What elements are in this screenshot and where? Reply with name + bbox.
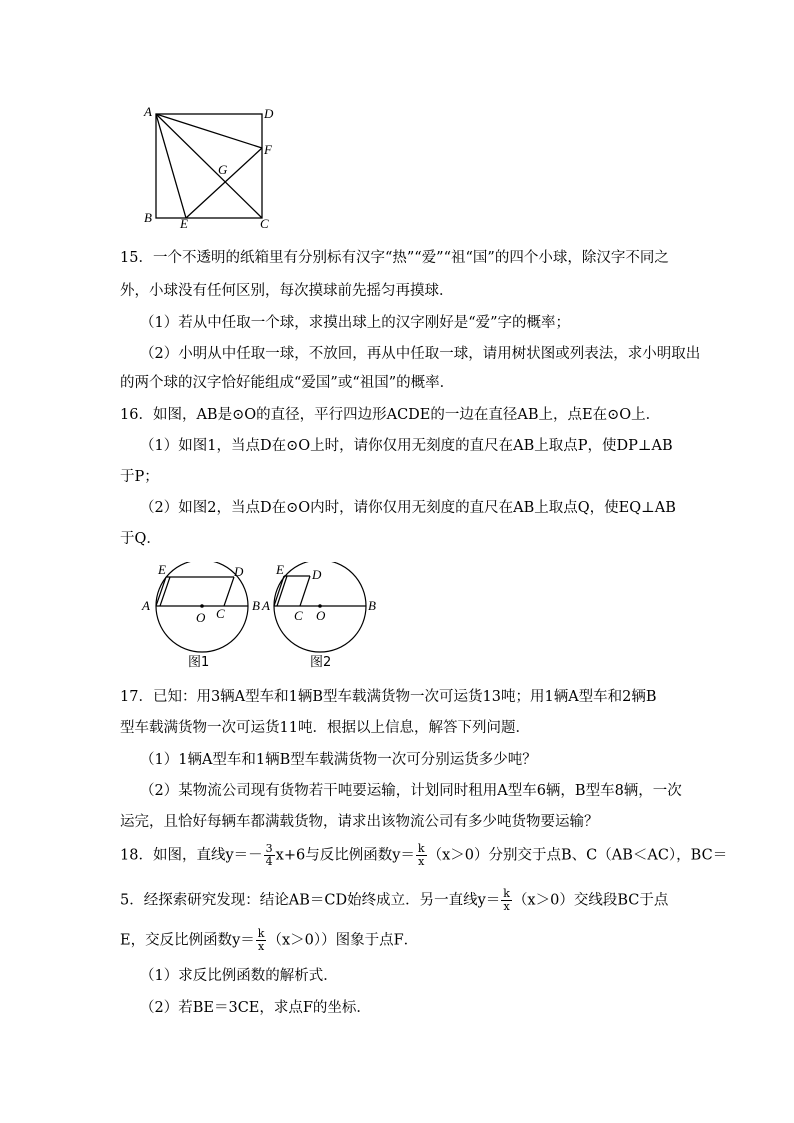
q17-line-4: （2）某物流公司现有货物若干吨要运输，计划同时租用A型车6辆，B型车8辆，一次 — [140, 783, 682, 799]
fig2-label-e: E — [276, 562, 284, 577]
q18-l1-c: （x＞0）分别交于点B、C（AB＜AC），BC＝ — [427, 847, 728, 864]
q18-l1-b: x+6与反比例函数y＝ — [275, 847, 415, 864]
q18-l1-a: 18．如图，直线y＝－ — [120, 847, 263, 864]
q18-l3-b: （x＞0））图象于点F． — [267, 932, 419, 949]
q18-line-5: （2）若BE＝3CE，求点F的坐标． — [140, 1000, 371, 1016]
fig1-label-o: O — [196, 610, 206, 625]
q18-line-4: （1）求反比例函数的解析式． — [140, 968, 338, 984]
circle-figures — [140, 562, 390, 672]
fig1-label-d: D — [234, 564, 244, 579]
fig2-label-a: A — [262, 598, 270, 613]
label-d: D — [264, 106, 274, 121]
square-figure — [140, 100, 290, 230]
fig2-label-o: O — [316, 608, 326, 623]
fig1-label-b: B — [252, 598, 260, 613]
fig1-label-c: C — [216, 606, 225, 621]
fig1-caption: 图1 — [188, 655, 210, 670]
fraction-k-over-x-2: $\frac{k}{x}$ — [503, 887, 510, 913]
q16-line-5: 于Q． — [120, 531, 161, 547]
q15-line-3: （1）若从中任取一个球，求摸出球上的汉字刚好是“爱”字的概率； — [140, 315, 571, 331]
q15-line-5: 的两个球的汉字恰好能组成“爱国”或“祖国”的概率． — [120, 375, 455, 391]
q17-line-5: 运完，且恰好每辆车都满载货物，请求出该物流公司有多少吨货物要运输？ — [120, 814, 599, 830]
q15-line-1: 15．一个不透明的纸箱里有分别标有汉字“热”“爱”“祖“国”的四个小球，除汉字不同之 — [120, 250, 669, 266]
fig1-label-e: E — [158, 562, 166, 577]
fig2-caption: 图2 — [310, 655, 332, 670]
q16-line-1: 16．如图，AB是⊙O的直径，平行四边形ACDE的一边在直径AB上，点E在⊙O上． — [120, 407, 661, 423]
label-g: G — [218, 162, 228, 177]
q18-line-1 — [120, 843, 727, 868]
q17-line-3: （1）1辆A型车和1辆B型车载满货物一次可分别运货多少吨？ — [140, 752, 537, 768]
q17-line-1: 17．已知：用3辆A型车和1辆B型车载满货物一次可运货13吨；用1辆A型车和2辆B — [120, 689, 657, 705]
q16-line-3: 于P； — [120, 469, 159, 485]
label-b: B — [144, 210, 152, 225]
label-f: F — [264, 142, 272, 157]
label-e: E — [180, 216, 188, 230]
fig2-label-b: B — [368, 598, 376, 613]
q16-line-4: （2）如图2，当点D在⊙O内时，请你仅用无刻度的直尺在AB上取点Q，使EQ⊥AB — [140, 500, 676, 516]
fig1-label-a: A — [142, 598, 150, 613]
fig2-label-c: C — [294, 608, 303, 623]
fig2-label-d: D — [312, 567, 322, 582]
q18-line-2 — [120, 888, 668, 913]
label-c: C — [260, 216, 269, 230]
q17-line-2: 型车载满货物一次可运货11吨．根据以上信息，解答下列问题． — [120, 720, 530, 736]
q18-l2-a: 5．经探索研究发现：结论AB＝CD始终成立．另一直线y＝ — [120, 892, 501, 909]
fraction-k-over-x-1: $\frac{k}{x}$ — [417, 842, 425, 868]
q15-line-2: 外，小球没有任何区别，每次摸球前先摇匀再摸球． — [120, 283, 454, 299]
label-a: A — [144, 104, 152, 119]
q18-l2-b: （x＞0）交线段BC于点 — [512, 892, 669, 909]
q18-l3-a: E，交反比例函数y＝ — [120, 932, 255, 949]
fraction-three-quarters: $\frac{3}{4}$ — [265, 842, 273, 868]
q18-line-3 — [120, 928, 418, 953]
fraction-k-over-x-3: $\frac{k}{x}$ — [257, 927, 265, 953]
q16-line-2: （1）如图1，当点D在⊙O上时，请你仅用无刻度的直尺在AB上取点P，使DP⊥AB — [140, 438, 673, 454]
q15-line-4: （2）小明从中任取一球，不放回，再从中任取一球，请用树状图或列表法，求小明取出 — [140, 346, 701, 362]
